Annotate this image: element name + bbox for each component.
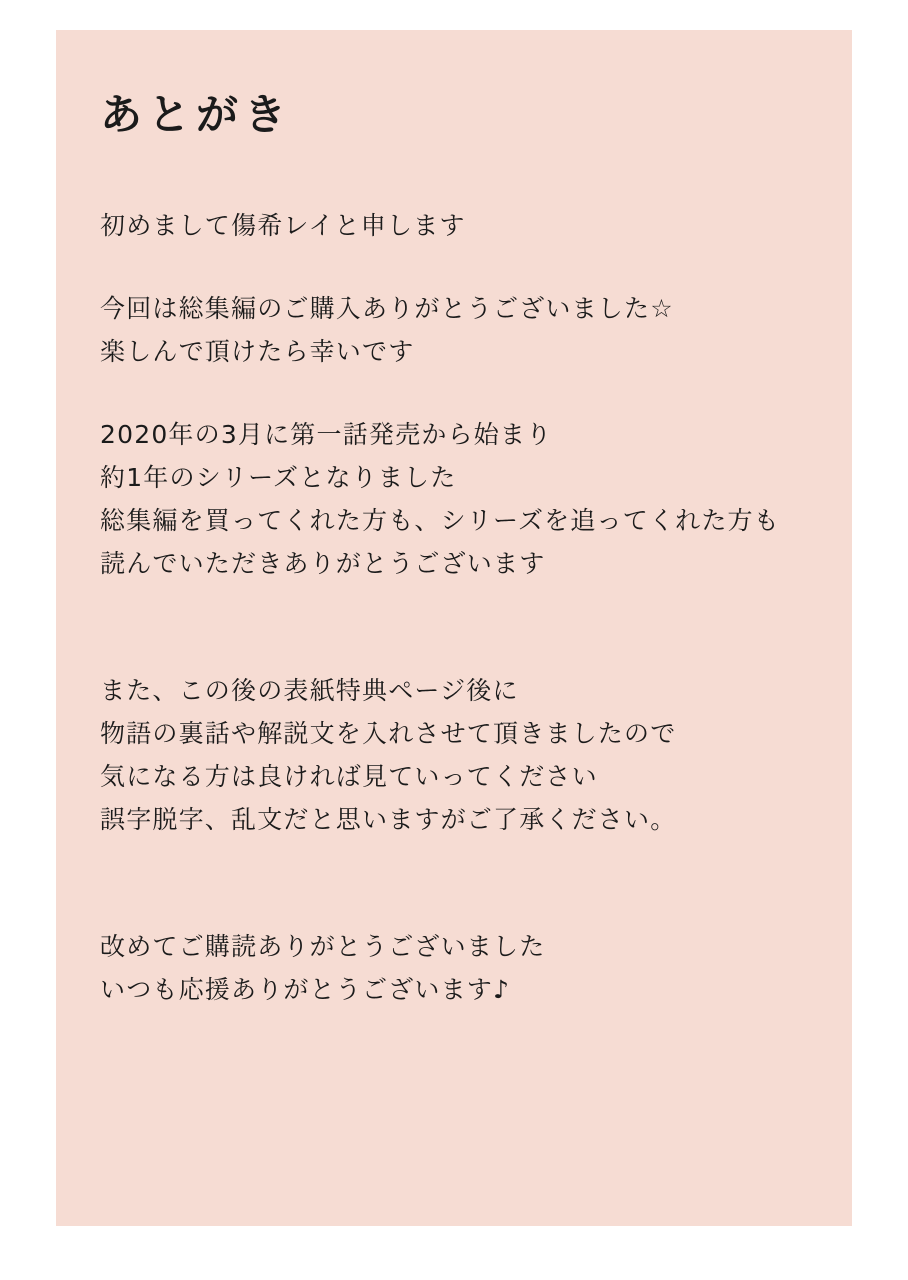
- paragraph-closing: [100, 925, 822, 1011]
- text-line: 総集編を買ってくれた方も、シリーズを追ってくれた方も: [100, 506, 780, 536]
- paragraph-thanks-purchase: [100, 287, 822, 373]
- text-line: 初めまして傷希レイと申します: [100, 211, 466, 241]
- text-line: 誤字脱字、乱文だと思いますがご了承ください。: [100, 805, 677, 835]
- text-line: 約1年のシリーズとなりました: [100, 463, 457, 493]
- paragraph-greeting: [100, 204, 822, 247]
- paragraph-bonus-pages: [100, 669, 822, 841]
- text-line: また、この後の表紙特典ページ後に: [100, 676, 519, 706]
- afterword-content: [96, 90, 822, 1051]
- text-line: 2020年の3月に第一話発売から始まり: [100, 420, 553, 450]
- text-line: 物語の裏話や解説文を入れさせて頂きましたので: [100, 719, 677, 749]
- text-line: いつも応援ありがとうございます♪: [100, 975, 511, 1005]
- text-line: 気になる方は良ければ見ていってください: [100, 762, 598, 792]
- paragraph-series-history: [100, 413, 822, 585]
- text-line: 読んでいただきありがとうございます: [100, 549, 546, 579]
- text-line: 改めてご購読ありがとうございました: [100, 932, 546, 962]
- paper-sheet: [56, 30, 852, 1226]
- page-title: あとがき: [100, 90, 293, 139]
- text-line: 楽しんで頂けたら幸いです: [100, 337, 415, 367]
- text-line: 今回は総集編のご購入ありがとうございました☆: [100, 294, 674, 324]
